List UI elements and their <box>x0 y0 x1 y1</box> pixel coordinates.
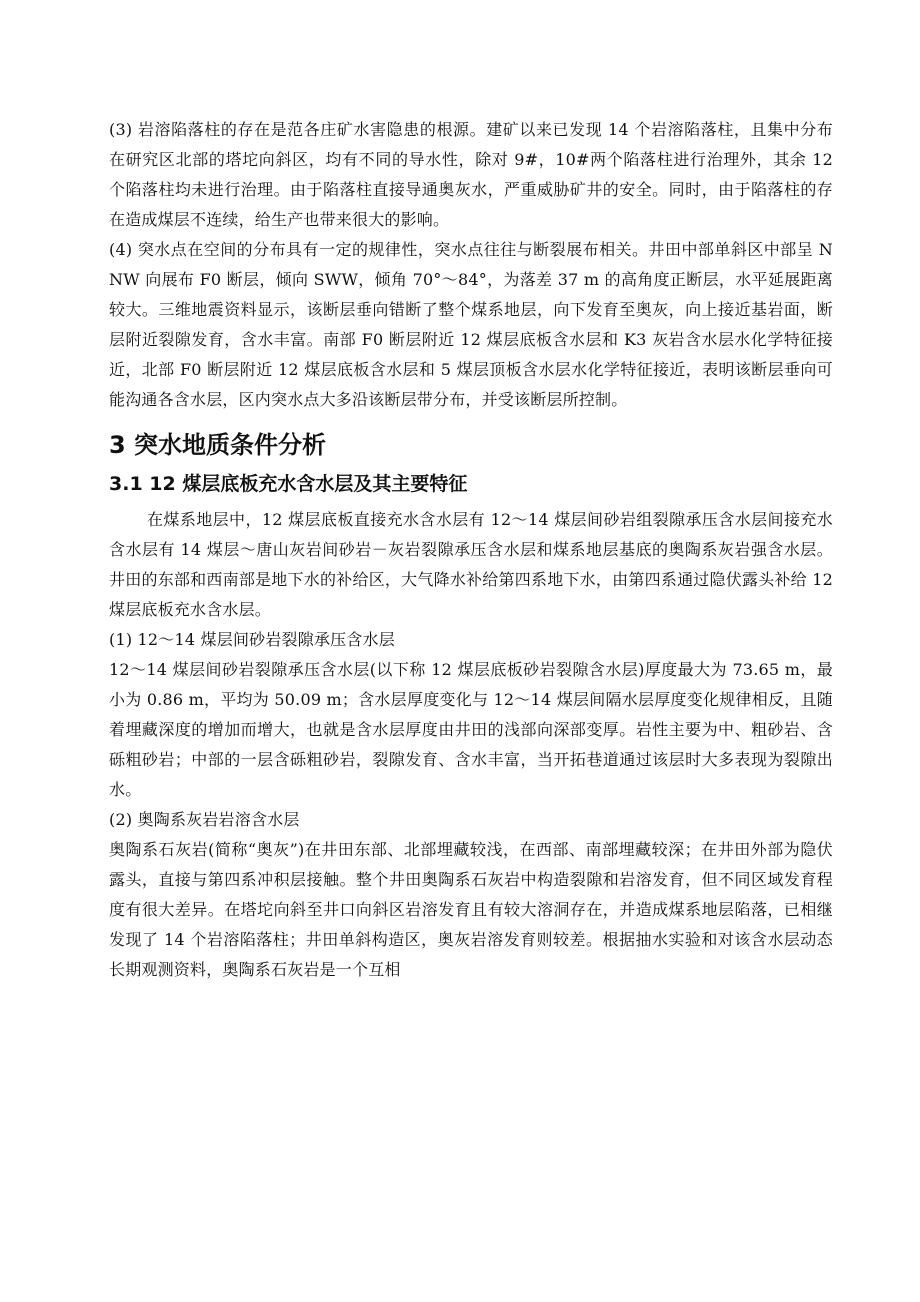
item-1-title: (1) 12～14 煤层间砂岩裂隙承压含水层 <box>109 630 395 649</box>
paragraph-4: (4) 突水点在空间的分布具有一定的规律性，突水点往往与断裂展布相关。井田中部单斜区中部呈 NNW 向展布 F0 断层，倾向 SWW，倾角 70°～84°，为落差 37 m 的高角度正断层，水平延展距离较大。三维地震资料显示，该断层垂向错断了整个煤系地层，向下发育至奥灰，向上接近基岩面，断层附近裂隙发育，含水丰富。南部 F0 断层附近 12 煤层底板含水层和 K3 灰岩含水层水化学特征接近，北部 F0 断层附近 12 煤层底板含水层和 5 煤层顶板含水层水化学特征接近，表明该断层垂向可能沟通各含水层，区内突水点大多沿该断层带分布，并受该断层所控制。 <box>109 240 833 409</box>
intro-paragraph: 在煤系地层中，12 煤层底板直接充水含水层有 12～14 煤层间砂岩组裂隙承压含水层间接充水含水层有 14 煤层～唐山灰岩间砂岩－灰岩裂隙承压含水层和煤系地层基底的奥陶系灰岩强含水层。井田的东部和西南部是地下水的补给区，大气降水补给第四系地下水，由第四系通过隐伏露头补给 12 煤层底板充水含水层。 <box>109 510 833 619</box>
item-2-title: (2) 奥陶系灰岩岩溶含水层 <box>109 810 300 829</box>
section-heading: 3 突水地质条件分析 <box>109 431 327 459</box>
page-body <box>109 115 833 985</box>
paragraph-3: (3) 岩溶陷落柱的存在是范各庄矿水害隐患的根源。建矿以来已发现 14 个岩溶陷落柱，且集中分布在研究区北部的塔坨向斜区，均有不同的导水性，除对 9#，10#两个陷落柱进行治理外，其余 12 个陷落柱均未进行治理。由于陷落柱直接导通奥灰水，严重威胁矿井的安全。同时，由于陷落柱的存在造成煤层不连续，给生产也带来很大的影响。 <box>109 120 833 229</box>
item-1-body: 12～14 煤层间砂岩裂隙承压含水层(以下称 12 煤层底板砂岩裂隙含水层)厚度最大为 73.65 m，最小为 0.86 m，平均为 50.09 m；含水层厚度变化与 12～14 煤层间隔水层厚度变化规律相反，且随着埋藏深度的增加而增大，也就是含水层厚度由井田的浅部向深部变厚。岩性主要为中、粗砂岩、含砾粗砂岩；中部的一层含砾粗砂岩，裂隙发育、含水丰富，当开拓巷道通过该层时大多表现为裂隙出水。 <box>109 660 833 799</box>
subsection-heading: 3.1 12 煤层底板充水含水层及其主要特征 <box>109 473 468 495</box>
item-2-body: 奥陶系石灰岩(简称“奥灰”)在井田东部、北部埋藏较浅，在西部、南部埋藏较深；在井田外部为隐伏露头，直接与第四系冲积层接触。整个井田奥陶系石灰岩中构造裂隙和岩溶发育，但不同区域发育程度有很大差异。在塔坨向斜至井口向斜区岩溶发育且有较大溶洞存在，并造成煤系地层陷落，已相继发现了 14 个岩溶陷落柱；井田单斜构造区，奥灰岩溶发育则较差。根据抽水实验和对该含水层动态长期观测资料，奥陶系石灰岩是一个互相 <box>109 840 833 979</box>
